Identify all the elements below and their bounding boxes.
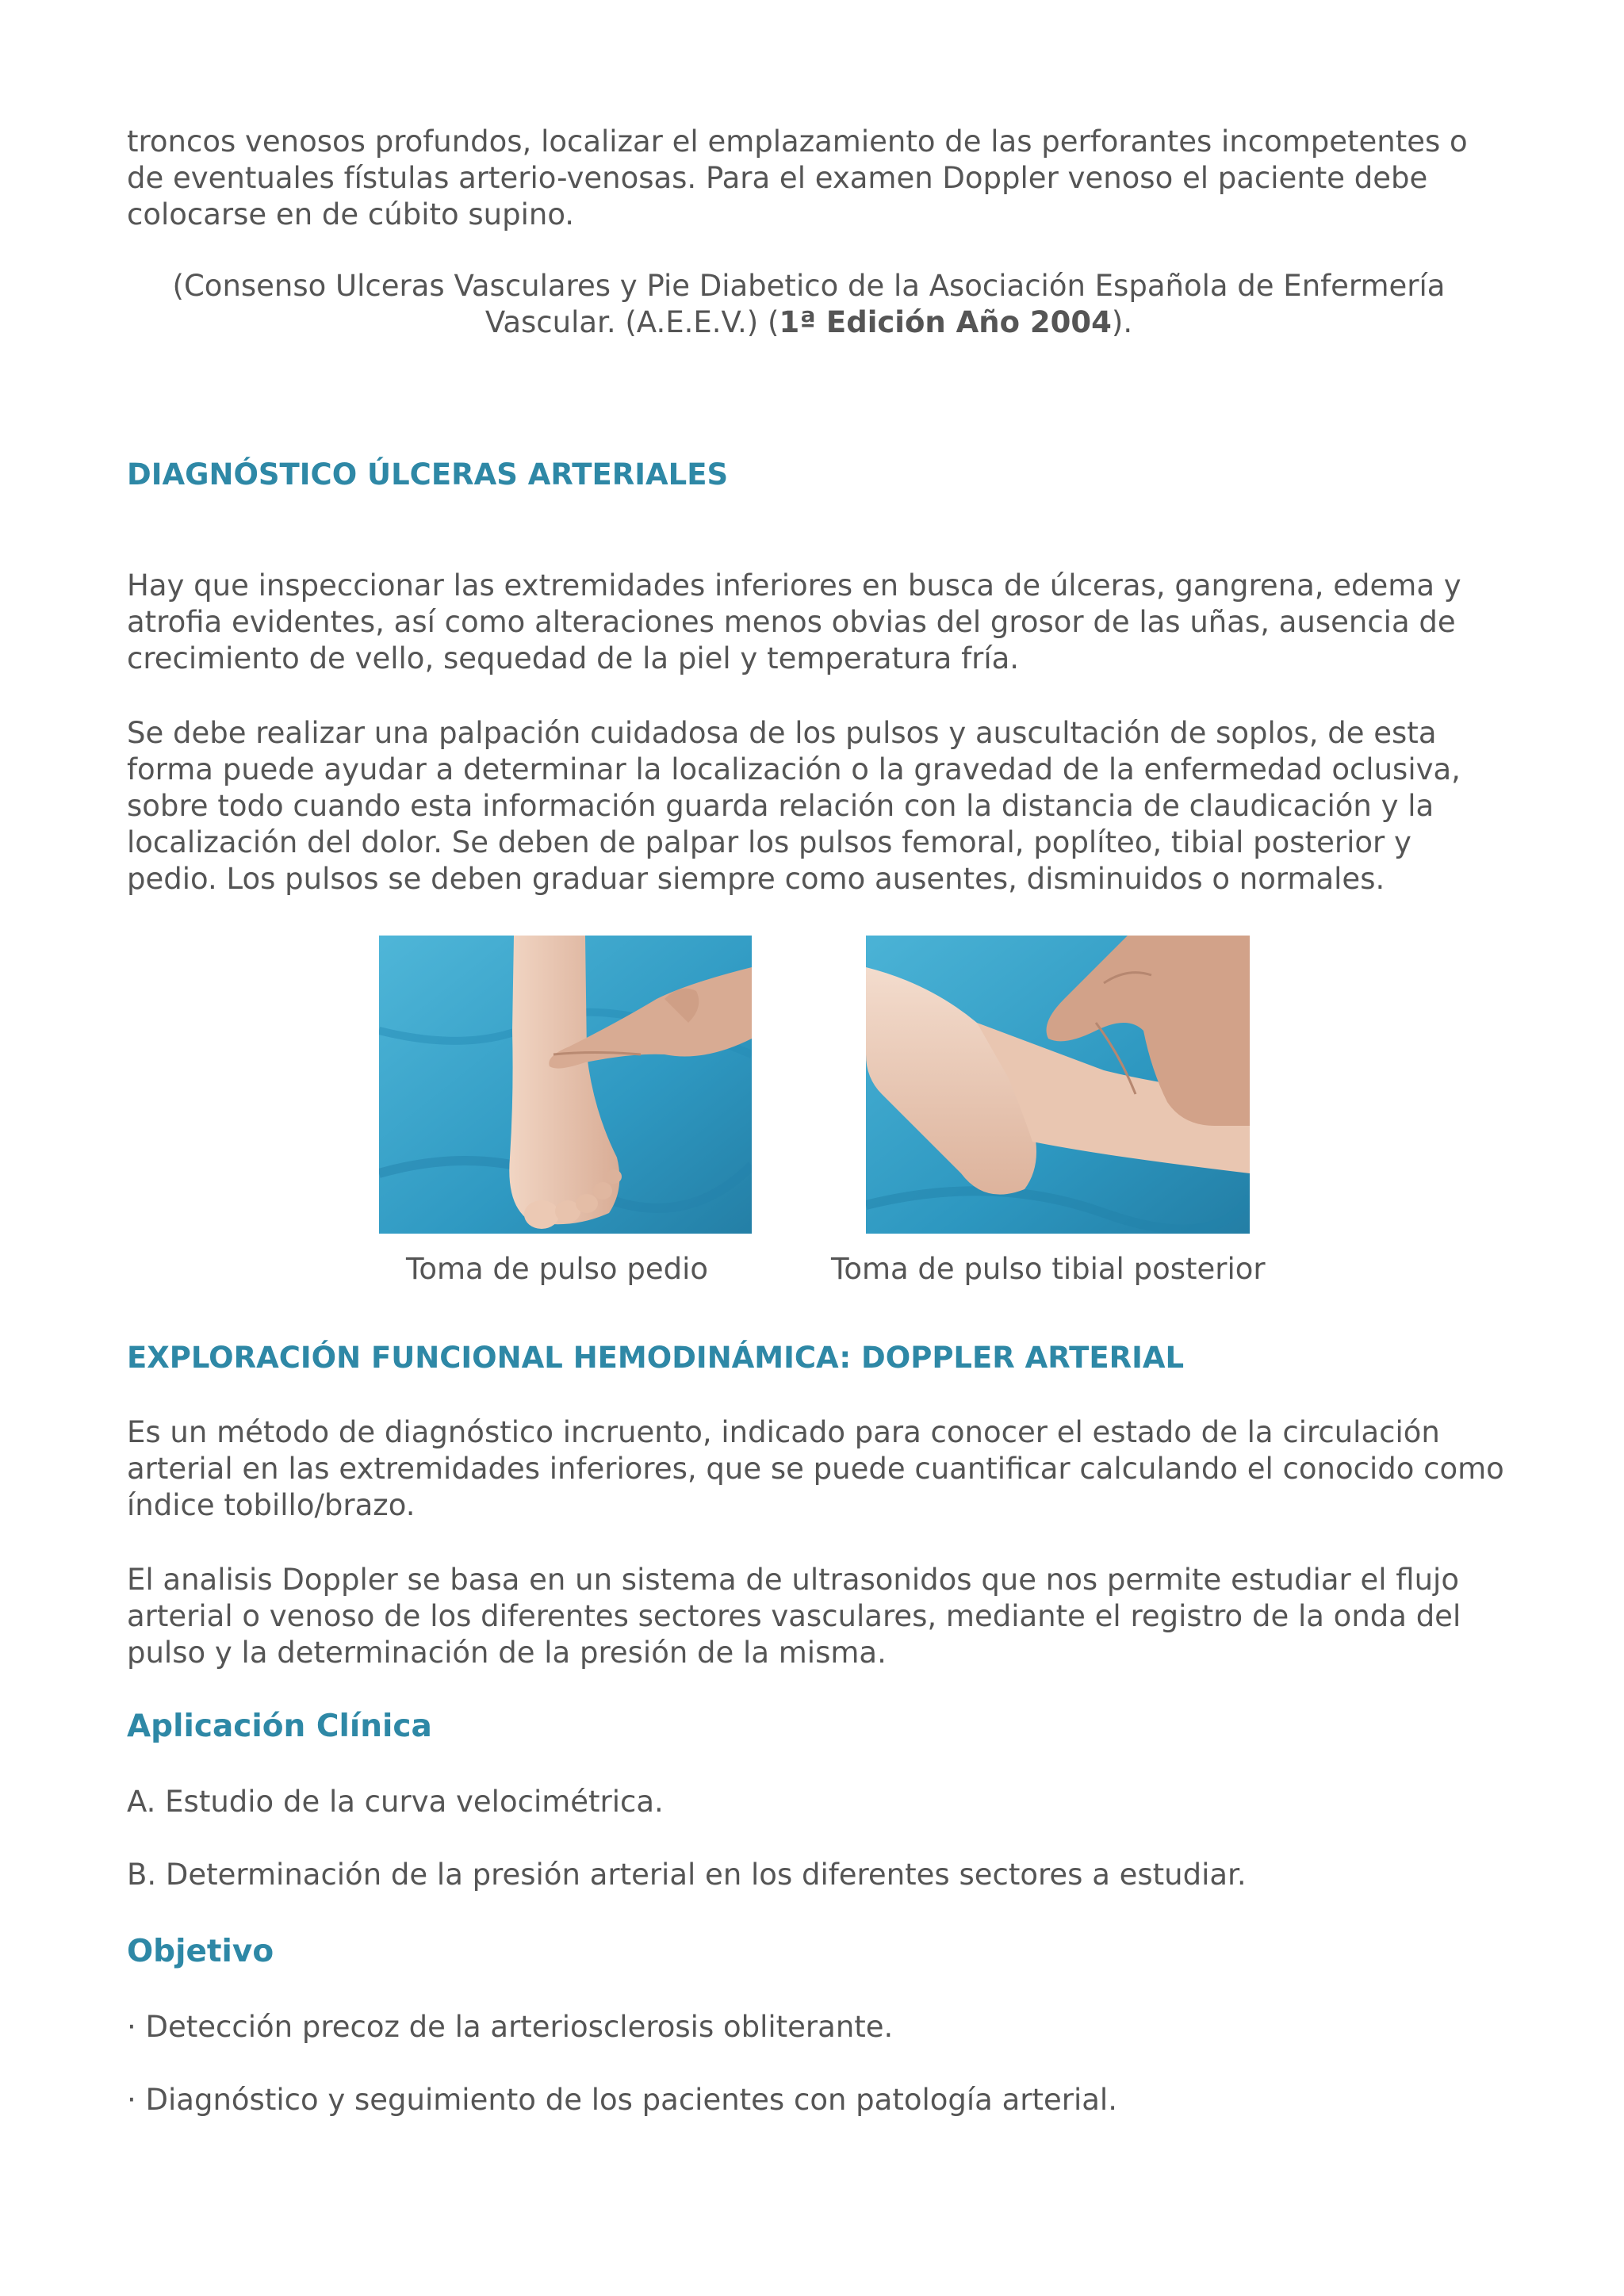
heading-exploracion: EXPLORACIÓN FUNCIONAL HEMODINÁMICA: DOPPLER ARTERIAL [127,1341,1185,1375]
list-item-a: A. Estudio de la curva velocimétrica. [127,1785,664,1819]
citation-text: ). [1111,305,1133,339]
paragraph-line: forma puede ayudar a determinar la localización o la gravedad de la enfermedad oclusiva, [127,752,1461,786]
citation-text: Vascular. (A.E.E.V.) ( [485,305,779,339]
list-item-objetivo-2: · Diagnóstico y seguimiento de los pacientes con patología arterial. [127,2083,1117,2117]
heading-aplicacion: Aplicación Clínica [127,1709,432,1744]
list-item-objetivo-1: · Detección precoz de la arteriosclerosis obliterante. [127,2010,894,2044]
citation-line-2 [127,304,1491,341]
foot-pulse-tibial-photo-icon [866,936,1250,1234]
paragraph-line: índice tobillo/brazo. [127,1488,416,1522]
paragraph-line: sobre todo cuando esta información guarda relación con la distancia de claudicación y la [127,789,1434,823]
figure-caption-pedio: Toma de pulso pedio [406,1252,708,1286]
intro-line: troncos venosos profundos, localizar el emplazamiento de las perforantes incompetentes o [127,124,1468,159]
intro-paragraph [127,124,1468,233]
paragraph-metodo [127,1414,1504,1524]
heading-objetivo: Objetivo [127,1934,274,1969]
paragraph-line: El analisis Doppler se basa en un sistema de ultrasonidos que nos permite estudiar el flujo [127,1563,1459,1597]
paragraph-inspeccion [127,568,1461,677]
foot-pulse-pedio-photo-icon [379,936,752,1234]
paragraph-line: Hay que inspeccionar las extremidades inferiores en busca de úlceras, gangrena, edema y [127,568,1461,603]
citation [127,268,1491,341]
citation-edition: 1ª Edición Año 2004 [779,305,1112,339]
citation-line-1: (Consenso Ulceras Vasculares y Pie Diabetico de la Asociación Española de Enfermería [172,269,1446,303]
paragraph-analisis [127,1562,1461,1671]
paragraph-line: Se debe realizar una palpación cuidadosa de los pulsos y auscultación de soplos, de esta [127,716,1437,750]
paragraph-palpacion [127,715,1461,897]
paragraph-line: localización del dolor. Se deben de palpar los pulsos femoral, poplíteo, tibial posterior y [127,825,1411,859]
paragraph-line: crecimiento de vello, sequedad de la piel y temperatura fría. [127,641,1020,675]
intro-line: de eventuales fístulas arterio-venosas. Para el examen Doppler venoso el paciente debe [127,161,1428,195]
paragraph-line: Es un método de diagnóstico incruento, indicado para conocer el estado de la circulación [127,1415,1440,1449]
paragraph-line: pedio. Los pulsos se deben graduar siempre como ausentes, disminuidos o normales. [127,862,1385,896]
paragraph-line: pulso y la determinación de la presión de la misma. [127,1636,887,1670]
paragraph-line: atrofia evidentes, así como alteraciones menos obvias del grosor de las uñas, ausencia de [127,605,1456,639]
paragraph-line: arterial en las extremidades inferiores, que se puede cuantificar calculando el conocido como [127,1452,1504,1486]
intro-line: colocarse en de cúbito supino. [127,197,575,232]
heading-diagnostico: DIAGNÓSTICO ÚLCERAS ARTERIALES [127,457,729,492]
paragraph-line: arterial o venoso de los diferentes sectores vasculares, mediante el registro de la onda del [127,1599,1461,1633]
figure-caption-tibial: Toma de pulso tibial posterior [831,1252,1266,1286]
list-item-b: B. Determinación de la presión arterial en los diferentes sectores a estudiar. [127,1858,1247,1892]
